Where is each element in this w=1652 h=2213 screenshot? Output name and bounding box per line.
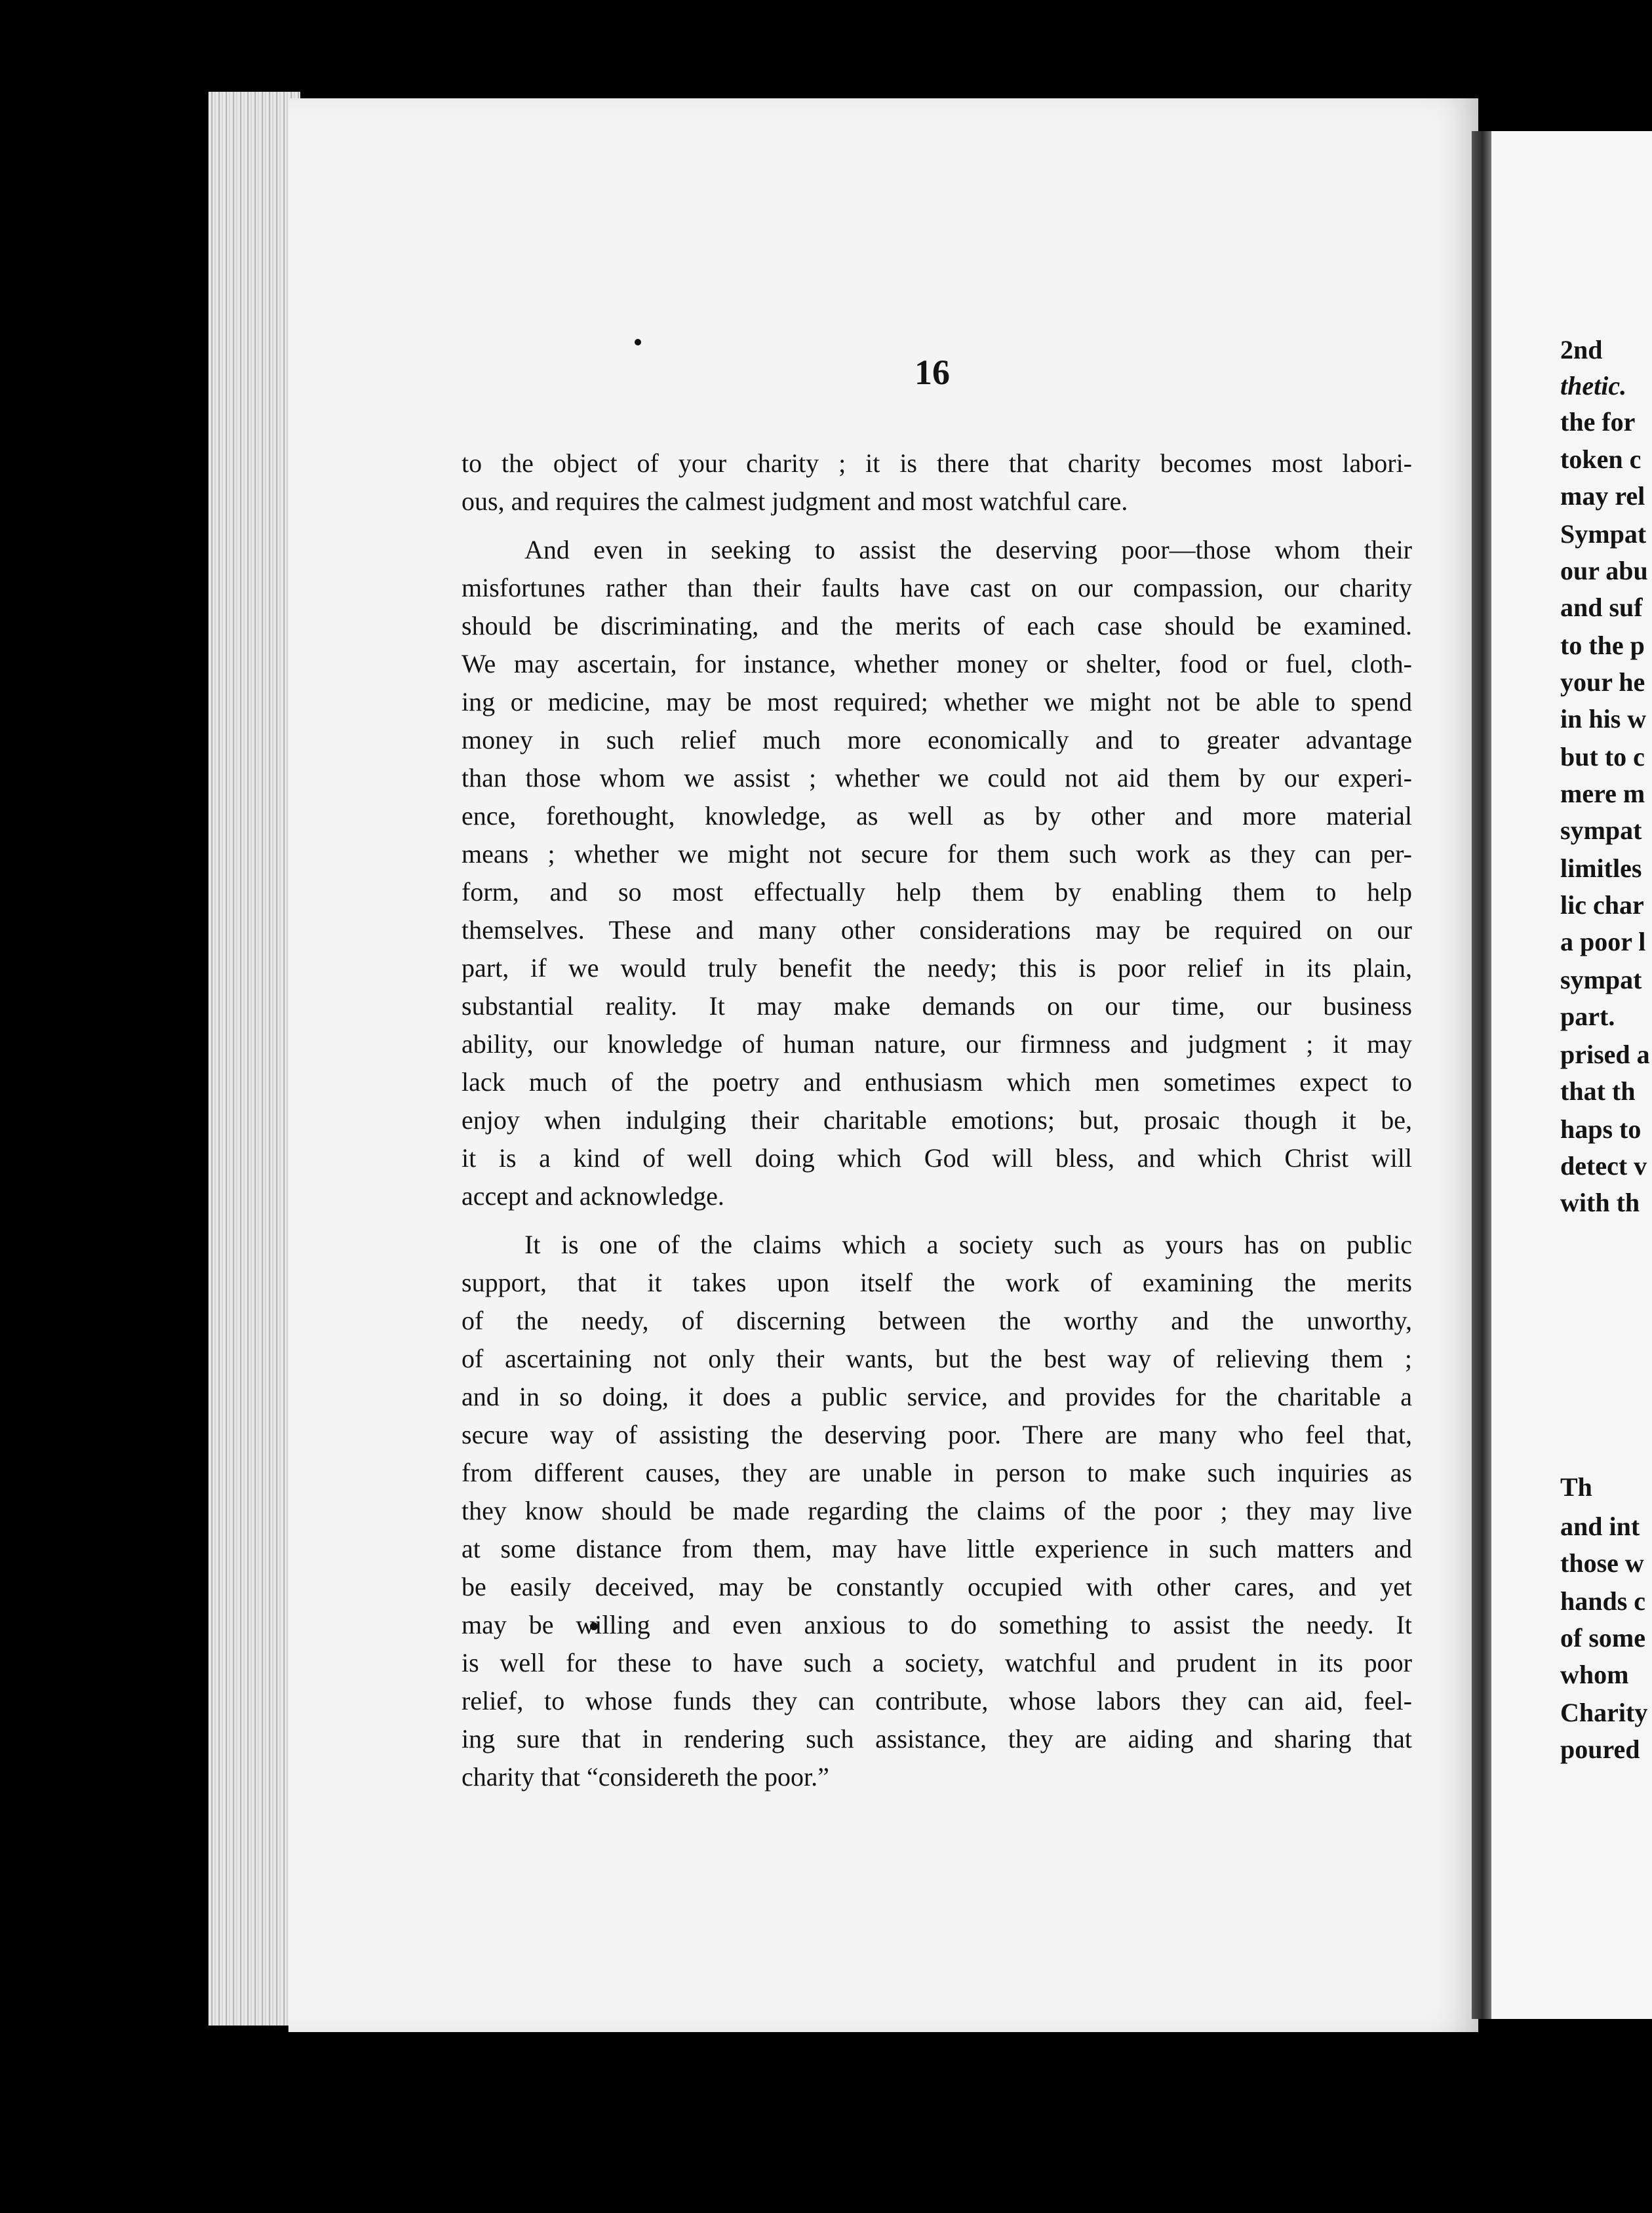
facing-page-line: those w	[1560, 1548, 1644, 1578]
text-line: may be willing and even anxious to do something to assist the needy. It	[462, 1610, 1412, 1639]
text-line: secure way of assisting the deserving poor. There are many who feel that,	[462, 1420, 1412, 1449]
ink-speck	[635, 339, 641, 345]
facing-page-line: Charity	[1560, 1698, 1648, 1727]
facing-page	[1491, 131, 1652, 2019]
facing-page-line: whom	[1560, 1660, 1629, 1689]
text-line: It is one of the claims which a society such as yours has on public	[524, 1230, 1412, 1259]
body-text	[462, 444, 1412, 1807]
page-number: 16	[914, 353, 950, 392]
facing-page-line: in his w	[1560, 704, 1647, 734]
text-line: And even in seeking to assist the deserving poor—those whom their	[524, 535, 1412, 564]
facing-page-line: poured	[1560, 1734, 1640, 1764]
text-line: ous, and requires the calmest judgment and most watchful care.	[462, 486, 1128, 516]
book-gutter	[1472, 131, 1491, 2019]
text-line: ing sure that in rendering such assistance, they are aiding and sharing that	[462, 1724, 1412, 1753]
text-line: at some distance from them, may have little experience in such matters and	[462, 1534, 1412, 1563]
facing-page-line: our abu	[1560, 556, 1648, 585]
text-line: means ; whether we might not secure for them such work as they can per-	[462, 839, 1412, 869]
facing-page-line: thetic.	[1560, 371, 1627, 401]
text-line: is well for these to have such a society, watchful and prudent in its poor	[462, 1648, 1412, 1677]
facing-page-line: hands c	[1560, 1586, 1646, 1616]
facing-page-line: prised a	[1560, 1040, 1650, 1069]
facing-page-line: part.	[1560, 1002, 1615, 1031]
text-line: charity that “considereth the poor.”	[462, 1762, 829, 1792]
text-line: ability, our knowledge of human nature, our firmness and judgment ; it may	[462, 1029, 1412, 1059]
text-line: of the needy, of discerning between the worthy and the unworthy,	[462, 1306, 1412, 1335]
text-line: ence, forethought, knowledge, as well as by other and more material	[462, 801, 1412, 831]
facing-page-line: and suf	[1560, 593, 1643, 622]
text-line: it is a kind of well doing which God will bless, and which Christ will	[462, 1143, 1412, 1173]
text-line: part, if we would truly benefit the needy; this is poor relief in its plain,	[462, 953, 1412, 983]
paragraph	[462, 1226, 1412, 1796]
facing-page-line: detect v	[1560, 1151, 1647, 1181]
facing-page-line: and int	[1560, 1512, 1640, 1541]
text-line: form, and so most effectually help them by enabling them to help	[462, 877, 1412, 907]
page-edges	[208, 92, 300, 2026]
text-line: substantial reality. It may make demands on our time, our business	[462, 991, 1412, 1021]
facing-page-line: your he	[1560, 667, 1645, 697]
text-line: money in such relief much more economically and to greater advantage	[462, 725, 1412, 754]
paragraph	[462, 531, 1412, 1215]
text-line: to the object of your charity ; it is there that charity becomes most labori-	[462, 448, 1412, 478]
facing-page-line: of some	[1560, 1623, 1645, 1653]
paragraph	[462, 444, 1412, 520]
text-line: enjoy when indulging their charitable emotions; but, prosaic though it be,	[462, 1105, 1412, 1135]
text-line: themselves. These and many other considerations may be required on our	[462, 915, 1412, 945]
text-line: ing or medicine, may be most required; whether we might not be able to spend	[462, 687, 1412, 716]
text-line: relief, to whose funds they can contribute, whose labors they can aid, feel-	[462, 1686, 1412, 1715]
text-line: than those whom we assist ; whether we could not aid them by our experi-	[462, 763, 1412, 793]
facing-page-line: to the p	[1560, 631, 1645, 660]
facing-page-line: limitles	[1560, 853, 1642, 883]
facing-page-line: with th	[1560, 1188, 1640, 1217]
facing-page-line: a poor l	[1560, 927, 1646, 956]
facing-page-line: the for	[1560, 407, 1636, 437]
text-line: misfortunes rather than their faults have cast on our compassion, our charity	[462, 573, 1412, 602]
facing-page-line: but to c	[1560, 742, 1645, 772]
text-line: should be discriminating, and the merits of each case should be examined.	[462, 611, 1412, 640]
facing-page-line: haps to	[1560, 1114, 1642, 1144]
text-line: of ascertaining not only their wants, but the best way of relieving them ;	[462, 1344, 1412, 1373]
facing-page-line: Th	[1560, 1472, 1592, 1502]
facing-page-line: that th	[1560, 1076, 1636, 1106]
text-line: be easily deceived, may be constantly occupied with other cares, and yet	[462, 1572, 1412, 1601]
text-line: they know should be made regarding the claims of the poor ; they may live	[462, 1496, 1412, 1525]
facing-page-line: Sympat	[1560, 519, 1647, 549]
text-line: from different causes, they are unable in person to make such inquiries as	[462, 1458, 1412, 1487]
text-line: and in so doing, it does a public service, and provides for the charitable a	[462, 1382, 1412, 1411]
facing-page-line: may rel	[1560, 481, 1645, 511]
facing-page-line: 2nd	[1560, 335, 1603, 364]
text-line: accept and acknowledge.	[462, 1181, 724, 1211]
text-line: lack much of the poetry and enthusiasm which men sometimes expect to	[462, 1067, 1412, 1097]
facing-page-line: lic char	[1560, 890, 1644, 920]
facing-page-line: sympat	[1560, 965, 1642, 994]
text-line: We may ascertain, for instance, whether money or shelter, food or fuel, cloth-	[462, 649, 1412, 678]
facing-page-line: sympat	[1560, 815, 1642, 845]
facing-page-line: token c	[1560, 444, 1642, 474]
facing-page-line: mere m	[1560, 779, 1645, 808]
text-line: support, that it takes upon itself the work of examining the merits	[462, 1268, 1412, 1297]
